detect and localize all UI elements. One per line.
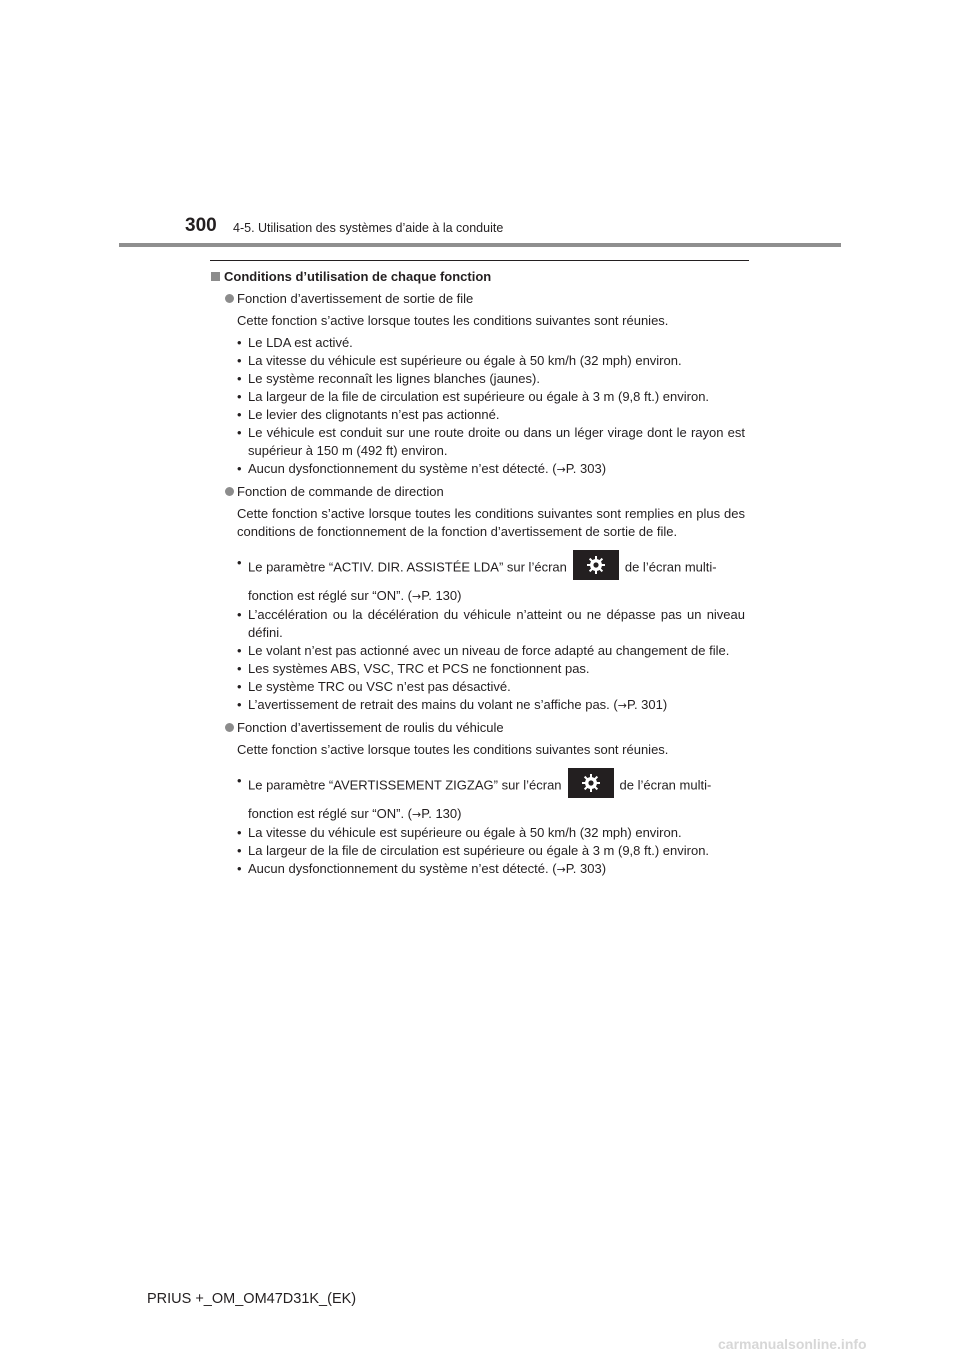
document-code: PRIUS +_OM_OM47D31K_(EK) bbox=[147, 1291, 357, 1307]
list-item: • Aucun dysfonctionnement du système n’est détecté. (→P. 303) bbox=[248, 860, 745, 879]
list-item: • L’accélération ou la décélération du véhicule n’atteint ou ne dépasse pas un niveau défini. bbox=[248, 606, 745, 642]
list-item: • Aucun dysfonctionnement du système n’est détecté. (→P. 303) bbox=[248, 460, 745, 479]
page-reference[interactable]: P. 301) bbox=[626, 697, 668, 712]
list-item: • La vitesse du véhicule est supérieure ou égale à 50 km/h (32 mph) environ. bbox=[248, 352, 745, 370]
section-title: 4-5. Utilisation des systèmes d’aide à la conduite bbox=[233, 221, 504, 235]
settings-gear-icon bbox=[573, 550, 619, 580]
page-reference[interactable]: P. 130) bbox=[421, 806, 462, 821]
function-intro: Cette fonction s’active lorsque toutes les conditions suivantes sont réunies. bbox=[237, 313, 669, 328]
list-item: • Le paramètre “ACTIV. DIR. ASSISTÉE LDA” sur l’écran de l’écran multi- fonction est réglé sur “ON”. (→P. 130) bbox=[248, 553, 745, 606]
page-number: 300 bbox=[185, 215, 217, 236]
list-item: • L’avertissement de retrait des mains du volant ne s’affiche pas. (→P. 301) bbox=[248, 696, 745, 715]
list-item: • Le véhicule est conduit sur une route droite ou dans un léger virage dont le rayon est supérieur à 150 m (492 ft) environ. bbox=[248, 424, 745, 460]
list-item: • Le paramètre “AVERTISSEMENT ZIGZAG” sur l’écran de l’écran multi- fonction est réglé sur “ON”. (→P. 130) bbox=[248, 771, 745, 824]
page-content bbox=[210, 268, 745, 883]
condition-list bbox=[210, 334, 745, 479]
function-heading: Fonction de commande de direction bbox=[210, 483, 745, 501]
header-rule bbox=[119, 243, 841, 247]
arrow-icon: → bbox=[556, 863, 566, 876]
function-heading: Fonction d’avertissement de roulis du véhicule bbox=[210, 719, 745, 737]
list-item: • La largeur de la file de circulation est supérieure ou égale à 3 m (9,8 ft.) environ. bbox=[248, 388, 745, 406]
function-intro: Cette fonction s’active lorsque toutes les conditions suivantes sont réunies. bbox=[237, 742, 669, 757]
square-bullet-icon bbox=[211, 272, 220, 281]
condition-list bbox=[210, 771, 745, 879]
circle-bullet-icon bbox=[225, 294, 234, 303]
function-heading: Fonction d’avertissement de sortie de file bbox=[210, 290, 745, 308]
page-reference[interactable]: P. 130) bbox=[421, 588, 462, 603]
list-item: • Le système reconnaît les lignes blanches (jaunes). bbox=[248, 370, 745, 388]
circle-bullet-icon bbox=[225, 487, 234, 496]
list-item: • Les systèmes ABS, VSC, TRC et PCS ne fonctionnent pas. bbox=[248, 660, 745, 678]
arrow-icon: → bbox=[412, 590, 422, 603]
function-intro: Cette fonction s’active lorsque toutes les conditions suivantes sont remplies en plus des conditions de fonctionnement de la fonction d’avertissement de sortie de file. bbox=[237, 506, 745, 539]
watermark: carmanualsonline.info bbox=[718, 1336, 867, 1352]
arrow-icon: → bbox=[617, 699, 627, 712]
list-item: • Le volant n’est pas actionné avec un niveau de force adapté au changement de file. bbox=[248, 642, 745, 660]
list-item: • Le système TRC ou VSC n’est pas désactivé. bbox=[248, 678, 745, 696]
content-rule bbox=[210, 260, 749, 261]
settings-gear-icon bbox=[568, 768, 614, 798]
section-heading: Conditions d’utilisation de chaque fonction bbox=[210, 268, 745, 286]
arrow-icon: → bbox=[556, 463, 566, 476]
list-item: • La vitesse du véhicule est supérieure ou égale à 50 km/h (32 mph) environ. bbox=[248, 824, 745, 842]
page-reference[interactable]: P. 303) bbox=[565, 461, 607, 476]
list-item: • La largeur de la file de circulation est supérieure ou égale à 3 m (9,8 ft.) environ. bbox=[248, 842, 745, 860]
list-item: • Le LDA est activé. bbox=[248, 334, 745, 352]
list-item: • Le levier des clignotants n’est pas actionné. bbox=[248, 406, 745, 424]
arrow-icon: → bbox=[412, 808, 422, 821]
circle-bullet-icon bbox=[225, 723, 234, 732]
condition-list bbox=[210, 553, 745, 715]
page-reference[interactable]: P. 303) bbox=[565, 861, 607, 876]
